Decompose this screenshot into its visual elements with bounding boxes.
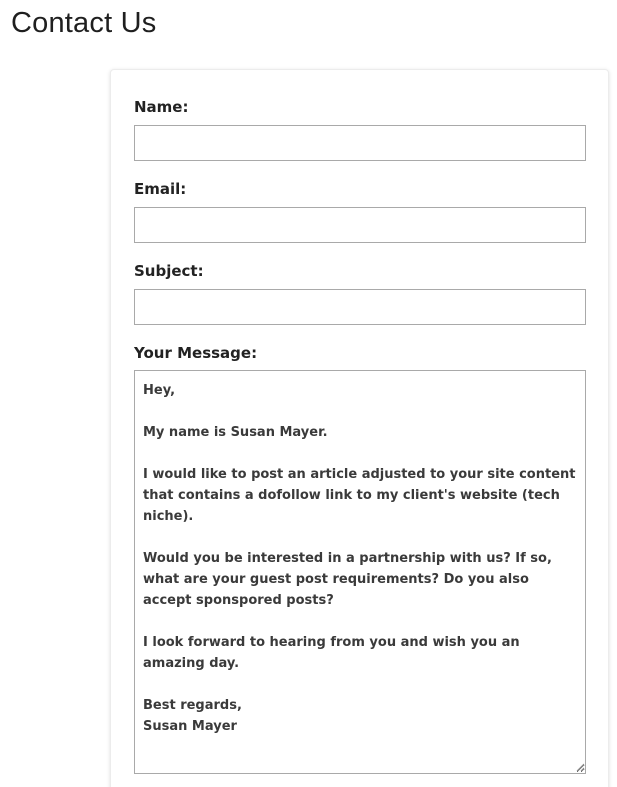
subject-input[interactable]	[134, 289, 586, 325]
email-label: Email:	[134, 180, 187, 198]
name-input[interactable]	[134, 125, 586, 161]
name-label: Name:	[134, 98, 189, 116]
subject-label: Subject:	[134, 262, 204, 280]
message-textarea[interactable]	[134, 370, 586, 774]
page-title: Contact Us	[11, 7, 157, 39]
contact-form	[110, 69, 609, 787]
email-input[interactable]	[134, 207, 586, 243]
message-label: Your Message:	[134, 344, 258, 362]
